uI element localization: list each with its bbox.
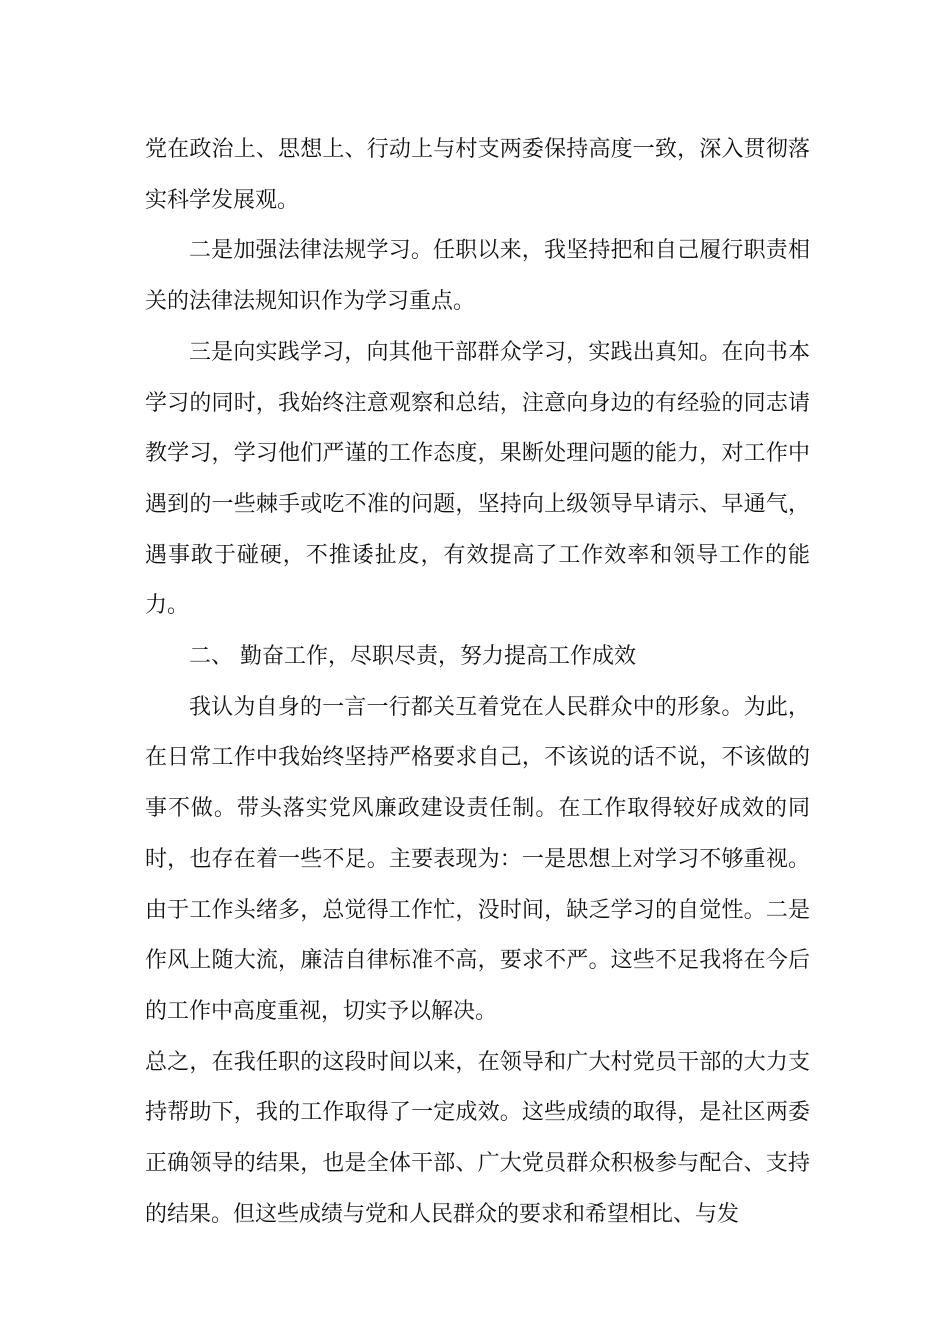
paragraph-continuation: 党在政治上、思想上、行动上与村支两委保持高度一致，深入贯彻落实科学发展观。	[145, 137, 810, 213]
paragraph-summary: 总之，在我任职的这段时间以来，在领导和广大村党员干部的大力支持帮助下，我的工作取得了一定成效。这些成绩的取得，是社区两委正确领导的结果，也是全体干部、广大党员群众积极参与配合、支持的结果。但这些成绩与党和人民群众的要求和希望相比、与发	[145, 1049, 810, 1227]
paragraph-law-study: 二是加强法律法规学习。任职以来，我坚持把和自己履行职责相关的法律法规知识作为学习重点。	[145, 238, 810, 315]
paragraph-self-conduct: 我认为自身的一言一行都关互着党在人民群众中的形象。为此，在日常工作中我始终坚持严格要求自己，不该说的话不说，不该做的事不做。带头落实党风廉政建设责任制。在工作取得较好成效的同时，也存在着一些不足。主要表现为：一是思想上对学习不够重视。由于工作头绪多，总觉得工作忙，没时间，缺乏学习的自觉性。二是作风上随大流，廉洁自律标准不高，要求不严。这些不足我将在今后的工作中高度重视，切实予以解决。	[145, 694, 810, 1024]
section-heading-work: 二、 勤奋工作，尽职尽责，努力提高工作成效	[189, 644, 636, 670]
paragraph-practice-study: 三是向实践学习，向其他干部群众学习，实践出真知。在向书本学习的同时，我始终注意观察和总结，注意向身边的有经验的同志请教学习，学习他们严谨的工作态度，果断处理问题的能力，对工作中遇到的一些棘手或吃不准的问题，坚持向上级领导早请示、早通气，遇事敢于碰硬，不推诿扯皮，有效提高了工作效率和领导工作的能力。	[145, 339, 810, 619]
document-body	[145, 125, 810, 1240]
